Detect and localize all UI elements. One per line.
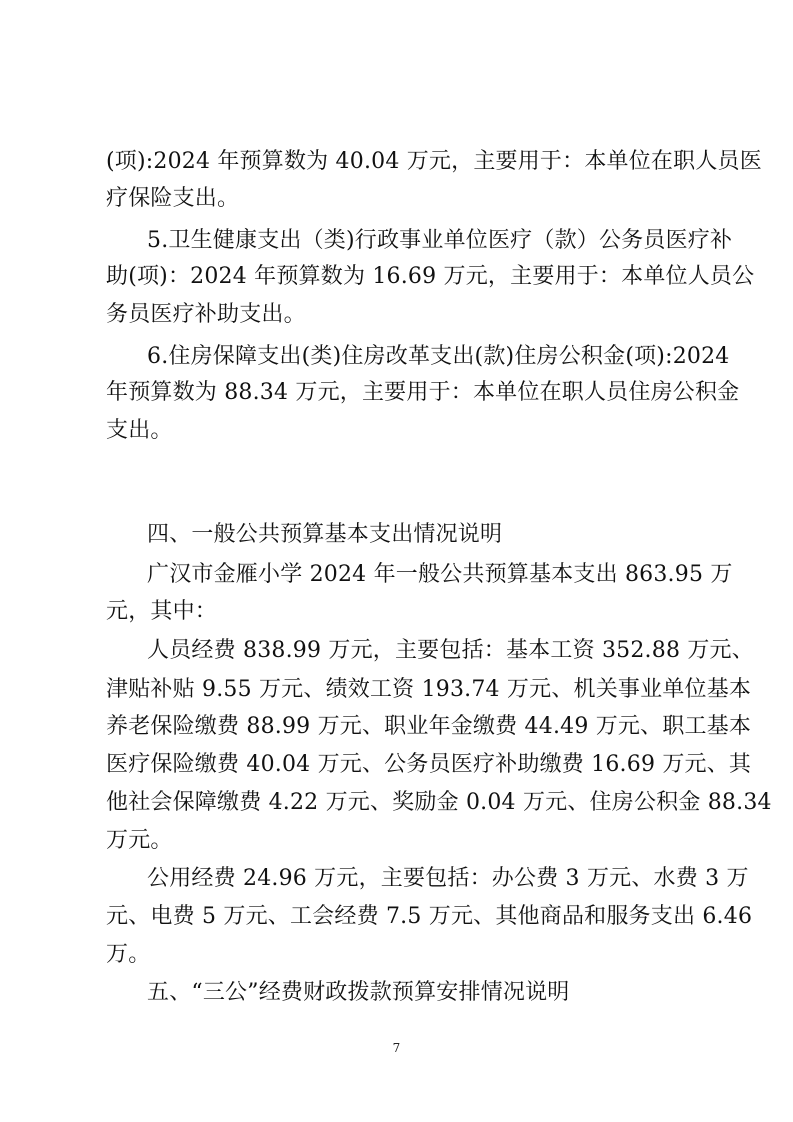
- paragraph-line: 元、电费 5 万元、工会经费 7.5 万元、其他商品和服务支出 6.46: [106, 904, 753, 929]
- paragraph-line: 年预算数为 88.34 万元，主要用于：本单位在职人员住房公积金: [106, 380, 740, 405]
- paragraph-line: 津贴补贴 9.55 万元、绩效工资 193.74 万元、机关事业单位基本: [106, 677, 752, 702]
- paragraph-line: 助(项)：2024 年预算数为 16.69 万元，主要用于：本单位人员公: [106, 264, 755, 289]
- paragraph-line: 养老保险缴费 88.99 万元、职业年金缴费 44.49 万元、职工基本: [106, 714, 752, 739]
- paragraph-line: 万。: [106, 942, 151, 967]
- paragraph-line: 广汉市金雁小学 2024 年一般公共预算基本支出 863.95 万: [147, 562, 733, 587]
- section-heading: 四、一般公共预算基本支出情况说明: [147, 522, 503, 547]
- paragraph-line: 他社会保障缴费 4.22 万元、奖励金 0.04 万元、住房公积金 88.34: [106, 790, 772, 815]
- paragraph-line: 万元。: [106, 828, 173, 853]
- paragraph-line: 6.住房保障支出(类)住房改革支出(款)住房公积金(项):2024: [147, 344, 730, 369]
- paragraph-line: 元，其中：: [106, 599, 218, 624]
- paragraph-line: 支出。: [106, 418, 173, 443]
- page-number: 7: [392, 1041, 401, 1055]
- paragraph-line: 疗保险支出。: [106, 186, 240, 211]
- paragraph-line: 人员经费 838.99 万元，主要包括：基本工资 352.88 万元、: [147, 638, 754, 663]
- paragraph-line: 公用经费 24.96 万元，主要包括：办公费 3 万元、水费 3 万: [147, 866, 749, 891]
- paragraph-line: 5.卫生健康支出（类)行政事业单位医疗（款）公务员医疗补: [147, 228, 733, 253]
- section-heading: 五、“三公”经费财政拨款预算安排情况说明: [147, 980, 570, 1005]
- paragraph-line: 医疗保险缴费 40.04 万元、公务员医疗补助缴费 16.69 万元、其: [106, 752, 752, 777]
- paragraph-line: (项):2024 年预算数为 40.04 万元，主要用于：本单位在职人员医: [106, 149, 762, 174]
- paragraph-line: 务员医疗补助支出。: [106, 302, 306, 327]
